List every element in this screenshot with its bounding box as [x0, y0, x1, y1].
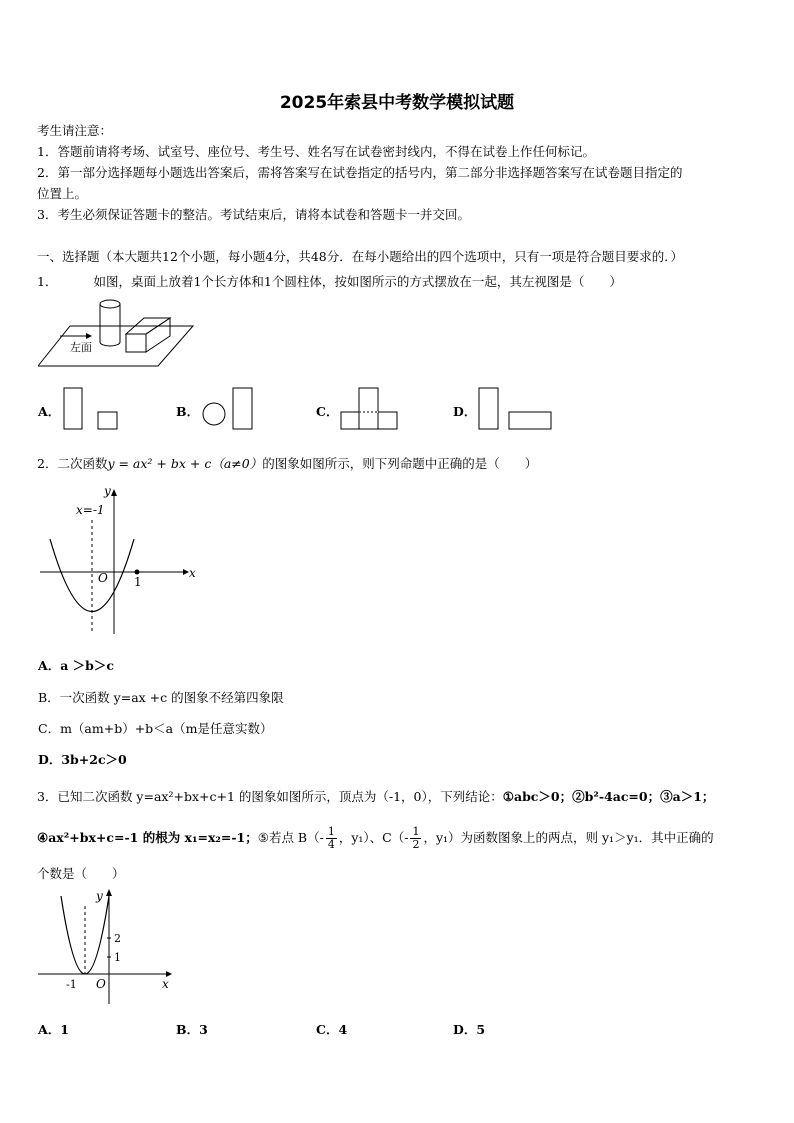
q1-option-a-figure	[62, 386, 122, 432]
q1-option-b[interactable]: B．	[176, 404, 200, 419]
q1-option-d-figure	[476, 386, 556, 432]
q1-option-c-figure	[338, 386, 400, 432]
q1-number: 1．	[37, 274, 58, 289]
q1-option-d[interactable]: D．	[453, 404, 477, 419]
q3-conclusion-2: ②b²-4ac=0；	[572, 789, 661, 804]
q3-conclusion-1: ①abc＞0；	[502, 789, 573, 804]
q3-stem-line2: ④ax²+bx+c=-1 的根为 x₁=x₂=-1；⑤若点 B（- $\frac{1}{4}$ ，y₁）、C（- $\frac{1}{2}$ ，y₁）为函数图象上的两点，则 y₁＞y₁．其中正确的	[37, 825, 714, 851]
notice-item-2-cont: 位置上。	[37, 186, 88, 201]
q2-option-c[interactable]: C．m（am+b）+b＜a（m是任意实数）	[38, 721, 273, 736]
q3-option-d[interactable]: D．5	[453, 1022, 486, 1037]
q2-axis-label: x=-1	[76, 503, 105, 517]
q3-y-label: y	[96, 889, 103, 903]
q2-origin: O	[98, 571, 108, 585]
q1-stem	[37, 272, 622, 290]
q2-option-b[interactable]: B．一次函数 y=ax +c 的图象不经第四象限	[38, 690, 284, 705]
q2-option-a[interactable]: A．a ＞b＞c	[38, 658, 115, 673]
q3-fraction-1: $\frac{1}{4}$	[327, 825, 335, 851]
q3-origin: O	[96, 977, 106, 991]
q2-x-label: x	[189, 566, 196, 580]
q3-option-a[interactable]: A．1	[38, 1022, 69, 1037]
q1-option-c[interactable]: C．	[316, 404, 339, 419]
q1-option-b-figure	[200, 386, 260, 432]
q2-stem: 2．二次函数y = ax² + bx + c（a≠0）的图象如图所示，则下列命题中正确的是（ ）	[37, 456, 538, 471]
q3-graph	[36, 886, 176, 1006]
notice-item-2: 2．第一部分选择题每小题选出答案后，需将答案写在试卷指定的括号内，第二部分非选择题答案写在试卷题目指定的	[37, 165, 683, 180]
page-title: 2025年索县中考数学模拟试题	[279, 93, 515, 113]
q2-graph	[38, 484, 198, 636]
q3-x-label: x	[162, 977, 169, 991]
q2-root-point	[135, 570, 140, 575]
notice-item-3: 3．考生必须保证答题卡的整洁。考试结束后，请将本试卷和答题卡一并交回。	[37, 207, 470, 222]
q2-formula: y = ax² + bx + c（a≠0）	[107, 456, 263, 471]
q2-one-label: 1	[134, 575, 142, 589]
q3-tick-1: 1	[114, 951, 121, 964]
q3-minus-one: -1	[66, 978, 77, 991]
q3-conclusion-4: ④ax²+bx+c=-1 的根为 x₁=x₂=-1；	[37, 830, 258, 845]
q1-figure-label: 左面	[70, 341, 92, 354]
q3-fraction-2: $\frac{1}{2}$	[412, 825, 420, 851]
q3-option-c[interactable]: C．4	[316, 1022, 348, 1037]
cuboid-front	[126, 334, 146, 352]
section-heading: 一、选择题（本大题共12个小题，每小题4分，共48分．在每小题给出的四个选项中，只有一项是符合题目要求的．）	[37, 249, 684, 264]
q3-option-b[interactable]: B．3	[176, 1022, 208, 1037]
q2-y-label: y	[104, 484, 111, 498]
q3-stem-line3: 个数是（ ）	[37, 866, 125, 881]
cylinder-top	[100, 300, 120, 308]
q3-conclusion-3: ③a＞1；	[660, 789, 715, 804]
q1-figure	[38, 296, 198, 372]
notice-heading: 考生请注意：	[37, 123, 113, 138]
q3-stem-line1: 3．已知二次函数 y=ax²+bx+c+1 的图象如图所示，顶点为（-1，0），下列结论：①abc＞0；②b²-4ac=0；③a＞1；	[37, 789, 715, 804]
notice-item-1: 1．答题前请将考场、试室号、座位号、考生号、姓名写在试卷密封线内，不得在试卷上作任何标记。	[37, 144, 595, 159]
q1-text: 如图，桌面上放着1个长方体和1个圆柱体，按如图所示的方式摆放在一起，其左视图是（ ）	[93, 274, 622, 289]
q3-tick-2: 2	[114, 932, 121, 945]
q2-option-d[interactable]: D．3b+2c＞0	[38, 752, 127, 767]
q1-option-a[interactable]: A．	[38, 404, 61, 419]
